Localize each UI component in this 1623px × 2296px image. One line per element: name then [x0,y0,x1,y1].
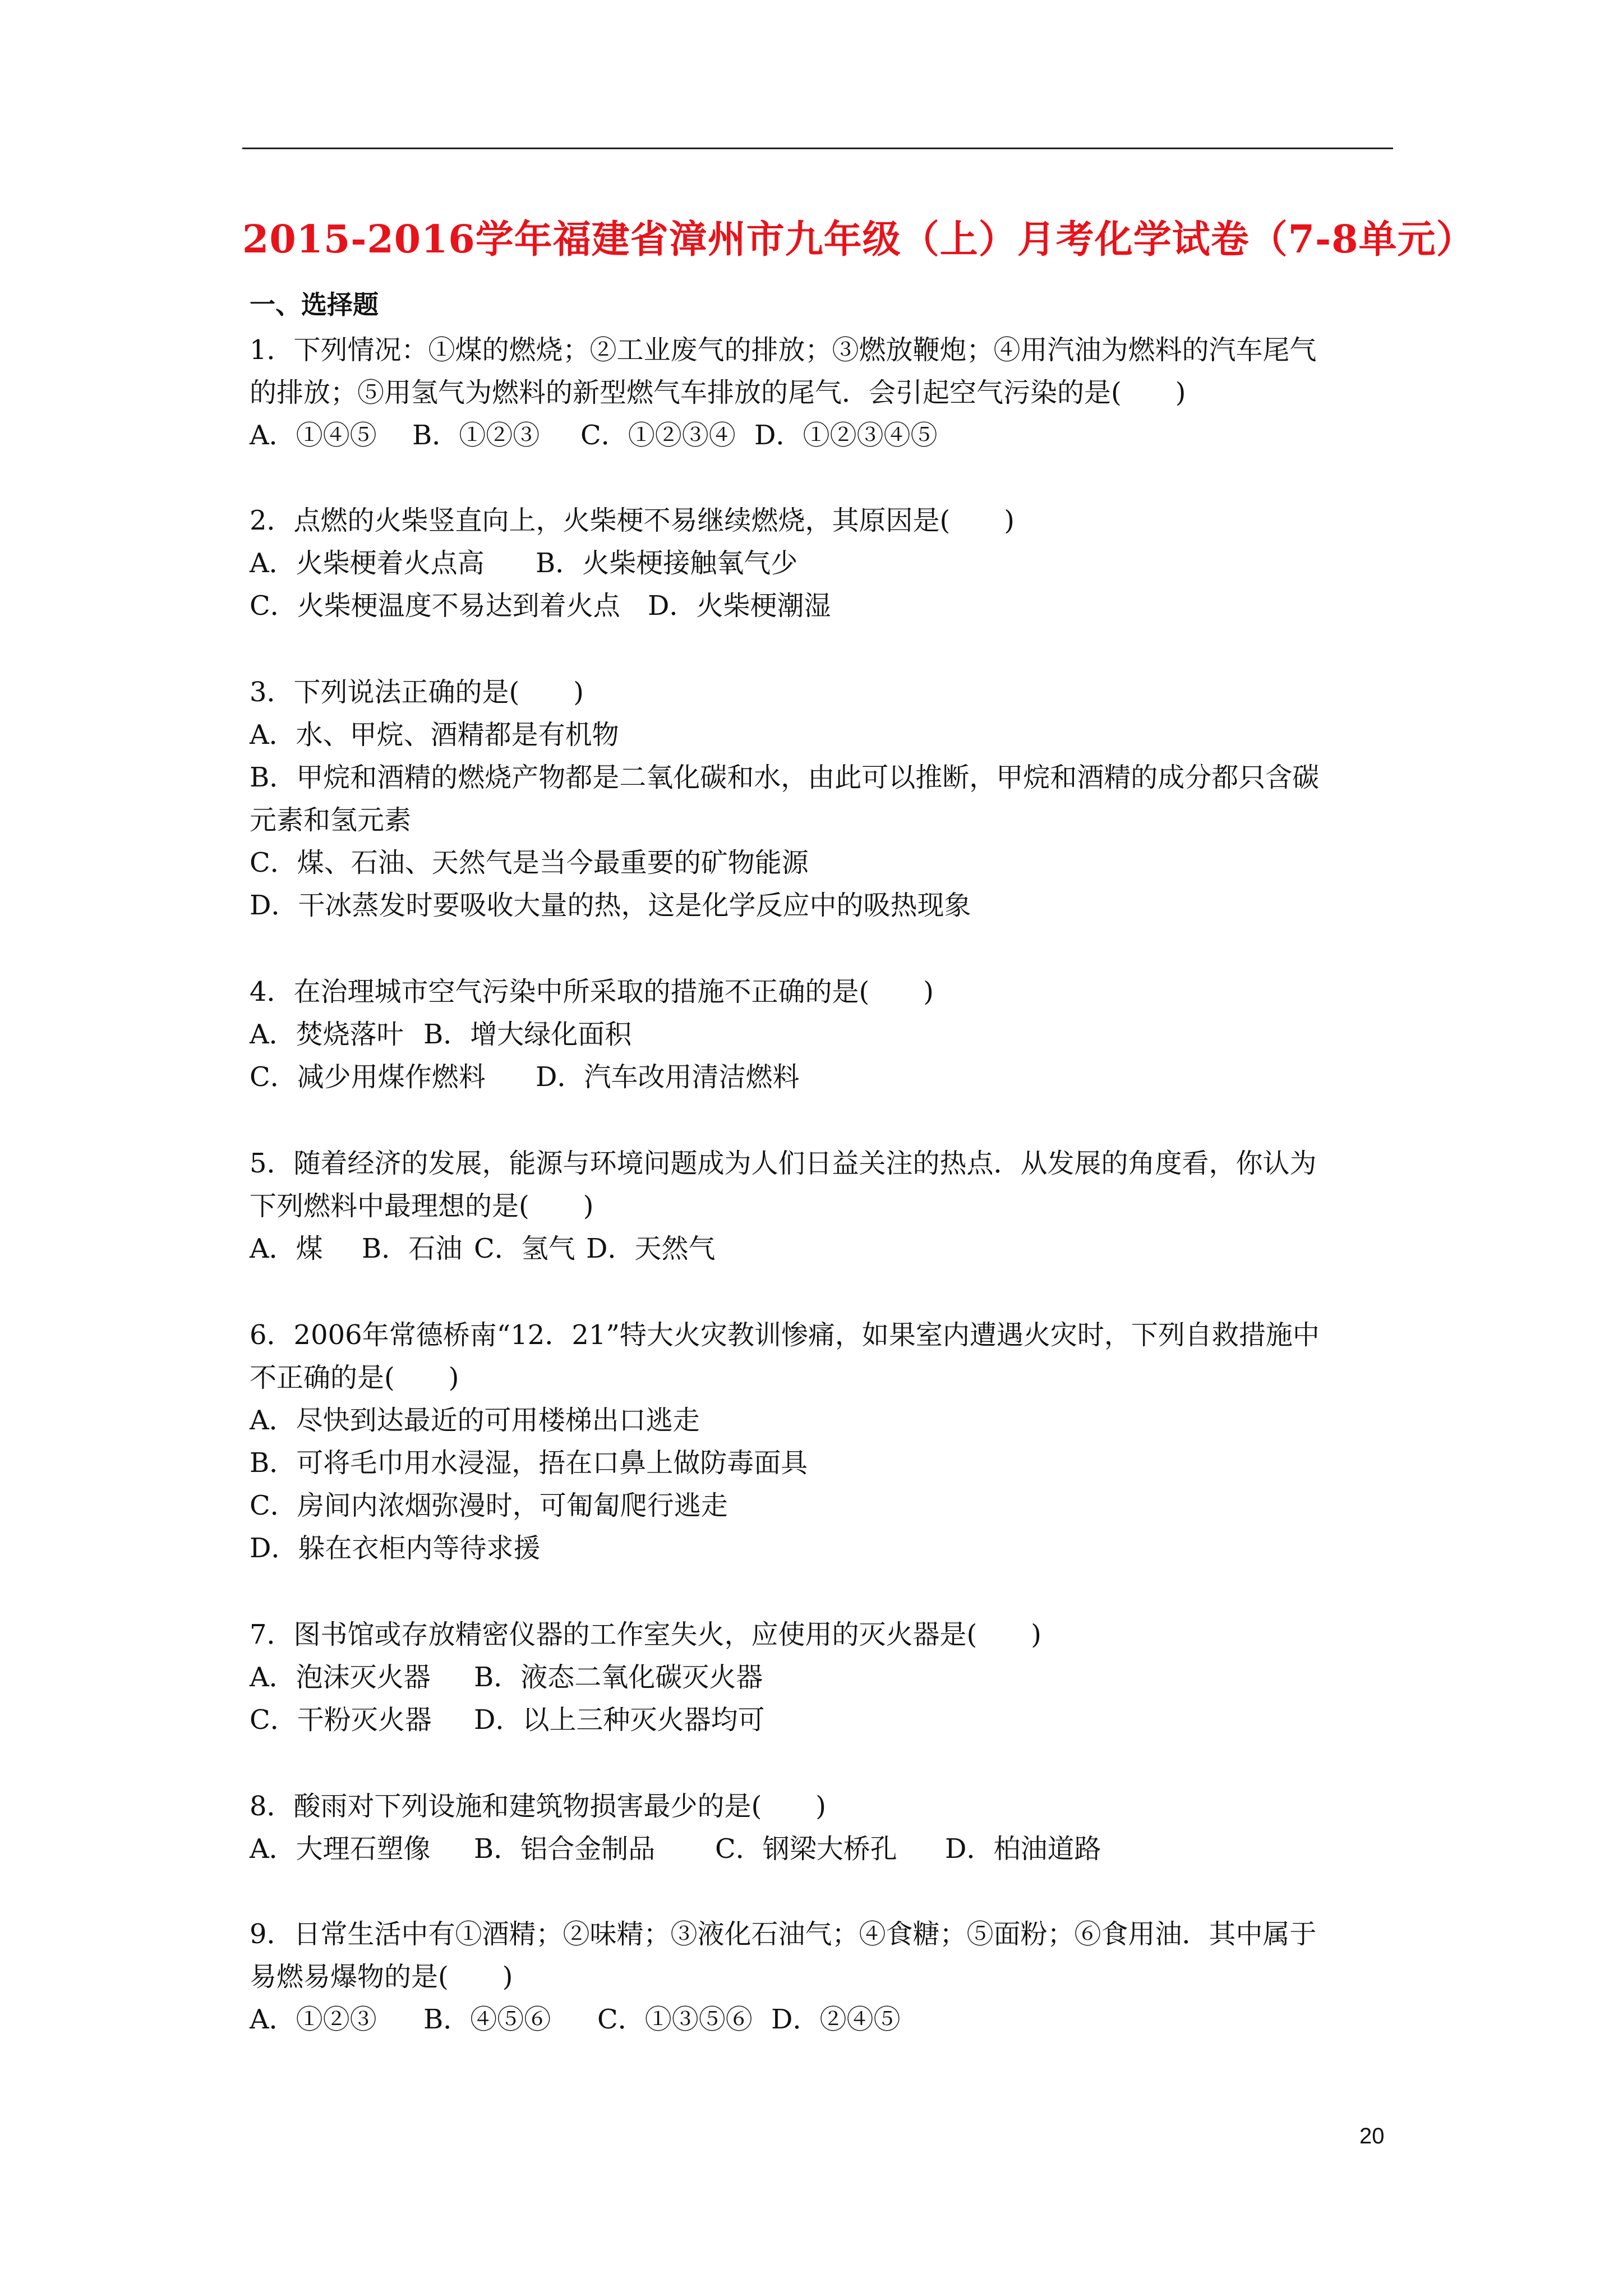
exam-title: 2015-2016学年福建省漳州市九年级（上）月考化学试卷（7-8单元） [242,217,1475,262]
section-heading: 一、选择题 [250,289,379,320]
question-7 [250,1613,1399,1741]
option-a: A．泡沫灭火器 [250,1662,431,1693]
question-stem-line: 7．图书馆或存放精密仪器的工作室失火，应使用的灭火器是( ) [250,1619,1041,1650]
option-c: C．减少用煤作燃料 [250,1061,486,1093]
option-c: C．煤、石油、天然气是当今最重要的矿物能源 [250,847,809,878]
option-a: A．焚烧落叶 [250,1019,404,1050]
option-b: B．石油 [362,1233,463,1264]
option-b-continued: 元素和氢元素 [250,804,412,836]
option-row [250,414,1399,457]
option-c: C．房间内浓烟弥漫时，可匍匐爬行逃走 [250,1490,728,1521]
question-stem-line: 8．酸雨对下列设施和建筑物损害最少的是( ) [250,1791,826,1822]
question-stem-line: 6．2006年常德桥南“12．21”特大火灾教训惨痛，如果室内遭遇火灾时，下列自救措施中 [250,1319,1320,1351]
question-stem-line: 9．日常生活中有①酒精；②味精；③液化石油气；④食糖；⑤面粉；⑥食用油．其中属于 [250,1918,1317,1950]
option-a: A．煤 [250,1233,323,1264]
option-d: D．①②③④⑤ [754,420,938,451]
question-6 [250,1314,1399,1570]
question-5 [250,1142,1399,1270]
question-stem-line: 下列燃料中最理想的是( ) [250,1190,594,1222]
option-a: A．①④⑤ [250,420,377,451]
option-row [250,542,1399,585]
option-a: A．火柴梗着火点高 [250,547,485,579]
question-stem-line: 1．下列情况：①煤的燃烧；②工业废气的排放；③燃放鞭炮；④用汽油为燃料的汽车尾气 [250,334,1317,366]
option-d: D．天然气 [586,1233,716,1264]
option-row [250,1656,1399,1699]
option-a: A．①②③ [250,2004,377,2035]
option-d: D．柏油道路 [945,1833,1101,1865]
option-c: C．干粉灭火器 [250,1704,432,1736]
option-b: B．①②③ [412,420,540,451]
question-4 [250,970,1399,1098]
question-stem-line: 4．在治理城市空气污染中所采取的措施不正确的是( ) [250,976,934,1007]
question-stem-line: 的排放；⑤用氢气为燃料的新型燃气车排放的尾气．会引起空气污染的是( ) [250,377,1186,408]
option-c: C．火柴梗温度不易达到着火点 [250,590,620,622]
page-number: 20 [1359,2124,1385,2148]
question-3 [250,671,1399,927]
question-stem-line: 易燃易爆物的是( ) [250,1961,513,1993]
option-d: D．以上三种灭火器均可 [474,1704,765,1736]
option-d: D．干冰蒸发时要吸收大量的热，这是化学反应中的吸热现象 [250,890,971,921]
option-c: C．①②③④ [580,420,736,451]
option-d: D．汽车改用清洁燃料 [536,1061,800,1093]
question-stem-line: 3．下列说法正确的是( ) [250,677,584,708]
option-d: D．②④⑤ [771,2004,901,2035]
option-row [250,1828,1399,1870]
option-d: D．火柴梗潮湿 [648,590,831,622]
option-row [250,1699,1399,1741]
option-d: D．躲在衣柜内等待求援 [250,1533,541,1564]
option-b: B．甲烷和酒精的燃烧产物都是二氧化碳和水，由此可以推断，甲烷和酒精的成分都只含碳 [250,762,1320,793]
option-c: C．①③⑤⑥ [597,2004,753,2035]
option-c: C．氢气 [474,1233,575,1264]
option-b: B．铝合金制品 [474,1833,656,1865]
option-row [250,1013,1399,1056]
option-row [250,1227,1399,1270]
question-8 [250,1785,1399,1870]
question-stem-line: 2．点燃的火柴竖直向上，火柴梗不易继续燃烧，其原因是( ) [250,505,1015,536]
option-a: A．大理石塑像 [250,1833,431,1865]
option-row [250,1998,1399,2041]
question-stem-line: 不正确的是( ) [250,1362,459,1393]
option-a: A．水、甲烷、酒精都是有机物 [250,719,619,751]
option-b: B．火柴梗接触氧气少 [536,547,798,579]
option-row [250,585,1399,627]
option-c: C．钢梁大桥孔 [715,1833,897,1865]
option-b: B．增大绿化面积 [423,1019,632,1050]
option-row [250,1056,1399,1098]
question-stem-line: 5．随着经济的发展，能源与环境问题成为人们日益关注的热点．从发展的角度看，你认为 [250,1148,1317,1179]
option-b: B．可将毛巾用水浸湿，捂在口鼻上做防毒面具 [250,1447,808,1479]
option-b: B．液态二氧化碳灭火器 [474,1662,763,1693]
question-2 [250,499,1399,627]
header-rule [242,148,1393,149]
question-1 [250,329,1399,457]
option-a: A．尽快到达最近的可用楼梯出口逃走 [250,1405,700,1436]
question-9 [250,1913,1399,2041]
option-b: B．④⑤⑥ [423,2004,551,2035]
